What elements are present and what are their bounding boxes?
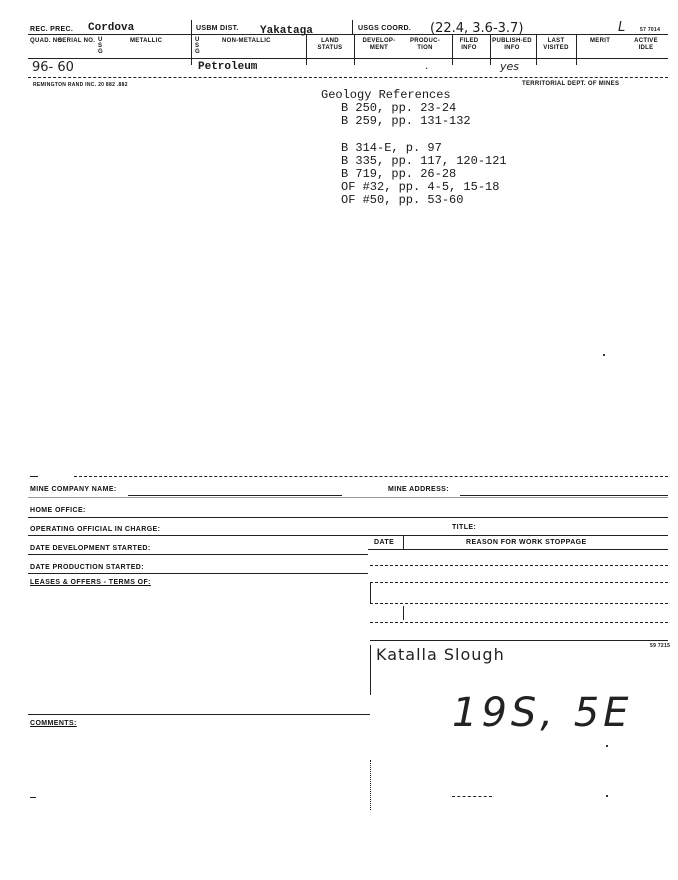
metallic-label: METALLIC xyxy=(130,38,163,44)
rule xyxy=(370,603,668,604)
reference-item: OF #50, pp. 53-60 xyxy=(341,193,464,207)
divider xyxy=(191,20,192,34)
nonmetallic-value: Petroleum xyxy=(198,61,258,73)
rule xyxy=(452,796,492,797)
dept-line: TERRITORIAL DEPT. OF MINES xyxy=(522,81,620,87)
divider xyxy=(370,645,371,695)
home-office-label: HOME OFFICE: xyxy=(30,507,86,514)
date-dev-label: DATE DEVELOPMENT STARTED: xyxy=(30,545,151,552)
rec-prec-label: REC. PREC. xyxy=(30,26,74,33)
rule xyxy=(370,622,668,623)
reason-label: REASON FOR WORK STOPPAGE xyxy=(466,539,587,546)
usbm-dist-label: USBM DIST. xyxy=(196,25,239,32)
rule xyxy=(28,535,668,536)
divider xyxy=(370,760,371,810)
divider xyxy=(306,35,307,65)
mine-address-label: MINE ADDRESS: xyxy=(388,486,449,493)
merit-label: MERIT xyxy=(590,38,611,44)
reference-item: B 335, pp. 117, 120-121 xyxy=(341,154,507,168)
small-code: 59 7215 xyxy=(650,643,671,649)
rule xyxy=(74,476,668,477)
reference-item: OF #32, pp. 4-5, 15-18 xyxy=(341,180,500,194)
land-status-label: LAND STATUS xyxy=(317,38,343,51)
divider xyxy=(452,35,453,65)
rule xyxy=(28,58,668,59)
speck xyxy=(606,795,608,797)
rule xyxy=(30,797,36,798)
development-value: . xyxy=(425,61,429,72)
leases-label: LEASES & OFFERS - TERMS OF: xyxy=(30,579,151,586)
serial-label: SERIAL NO. xyxy=(58,38,96,44)
rec-prec-value: Cordova xyxy=(88,22,135,34)
rule xyxy=(28,517,668,518)
speck xyxy=(603,354,605,356)
comments-label: COMMENTS: xyxy=(30,720,77,727)
usgs-coord-value: (22.4, 3.6-3.7) xyxy=(430,21,524,36)
us-label: U S G xyxy=(98,37,103,55)
divider xyxy=(370,583,371,603)
reference-item: B 259, pp. 131-132 xyxy=(341,114,471,128)
development-label: DEVELOP-MENT xyxy=(362,38,396,51)
rule xyxy=(28,573,368,574)
operating-official-label: OPERATING OFFICIAL IN CHARGE: xyxy=(30,526,161,533)
reference-item: B 250, pp. 23-24 xyxy=(341,101,457,115)
us-label-2: U S G xyxy=(195,37,200,55)
rule xyxy=(460,495,668,496)
rule xyxy=(368,549,668,550)
corner-mark: L xyxy=(618,20,626,35)
rule xyxy=(370,582,668,583)
published-value: yes xyxy=(500,60,520,73)
rule xyxy=(30,476,38,477)
handwritten-location: Katalla Slough xyxy=(376,645,505,664)
speck xyxy=(606,745,608,747)
rule xyxy=(128,495,342,496)
reference-item: B 314-E, p. 97 xyxy=(341,141,442,155)
title-label: TITLE: xyxy=(452,524,477,531)
production-label: PRODUC-TION xyxy=(409,38,441,51)
rule xyxy=(370,640,668,641)
active-idle-label: ACTIVE IDLE xyxy=(634,38,658,51)
rule xyxy=(28,497,668,498)
usbm-dist-value: Yakataga xyxy=(260,25,313,37)
quad-label: QUAD. NO. xyxy=(30,38,65,44)
last-visited-label: LAST VISITED xyxy=(543,38,569,51)
nonmetallic-label: NON-METALLIC xyxy=(222,38,271,44)
handwritten-code: 19S, 5E xyxy=(452,690,633,736)
divider xyxy=(191,35,192,65)
reference-item: B 719, pp. 26-28 xyxy=(341,167,457,181)
date-label: DATE xyxy=(374,539,395,546)
divider xyxy=(576,35,577,65)
rule xyxy=(28,554,368,555)
corner-code: 57 7014 xyxy=(640,27,661,33)
mine-company-label: MINE COMPANY NAME: xyxy=(30,486,117,493)
divider xyxy=(403,606,404,620)
rule xyxy=(28,34,668,35)
divider xyxy=(354,35,355,65)
printer-line: REMINGTON RAND INC. 20 882 .882 xyxy=(33,82,128,88)
published-info-label: PUBLISH-ED INFO xyxy=(492,38,532,51)
divider xyxy=(403,536,404,549)
references-title: Geology References xyxy=(321,88,451,102)
divider xyxy=(490,35,491,65)
divider xyxy=(352,20,353,34)
divider xyxy=(536,35,537,65)
rule xyxy=(28,77,668,78)
filed-info-label: FILED INFO xyxy=(459,38,479,51)
date-prod-label: DATE PRODUCTION STARTED: xyxy=(30,564,144,571)
rule xyxy=(370,565,668,566)
quad-serial-value: 96- 60 xyxy=(32,60,74,75)
usgs-coord-label: USGS COORD. xyxy=(358,25,412,32)
rule xyxy=(28,714,370,715)
